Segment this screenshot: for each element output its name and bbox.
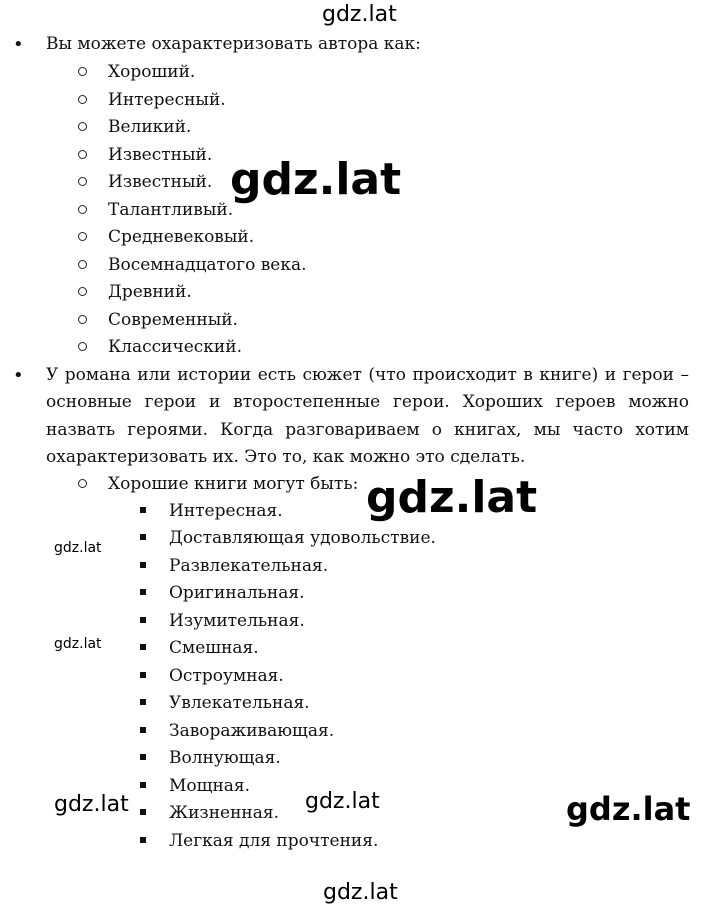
circle-bullet [78, 67, 87, 76]
author-item: Восемнадцатого века. [108, 255, 307, 275]
author-item: Талантливый. [108, 200, 234, 220]
author-intro: Вы можете охарактеризовать автора как: [46, 34, 421, 54]
paragraph-line: У романа или истории есть сюжет (что происходит в книге) и герои – [46, 365, 689, 385]
square-bullet [140, 837, 146, 843]
circle-bullet [78, 150, 87, 159]
square-bullet [140, 562, 146, 568]
watermark-small: gdz.lat [54, 540, 102, 556]
watermark-small: gdz.lat [54, 636, 102, 652]
watermark-bottom-left: gdz.lat [54, 792, 129, 817]
book-item: Мощная. [169, 776, 251, 796]
book-item: Смешная. [169, 638, 259, 658]
square-bullet [140, 534, 146, 540]
square-bullet [140, 782, 146, 788]
circle-bullet [78, 342, 87, 351]
bullet-disc: • [13, 365, 24, 386]
book-item: Остроумная. [169, 666, 284, 686]
author-item: Средневековый. [108, 227, 255, 247]
bullet-disc: • [13, 34, 24, 55]
square-bullet [140, 699, 146, 705]
watermark-large: gdz.lat [230, 154, 402, 205]
book-item: Развлекательная. [169, 556, 329, 576]
circle-bullet [78, 205, 87, 214]
square-bullet [140, 754, 146, 760]
author-item: Классический. [108, 337, 242, 357]
watermark-bottom-right: gdz.lat [566, 790, 691, 828]
paragraph-line: охарактеризовать их. Это то, как можно это сделать. [46, 447, 526, 467]
watermark-footer: gdz.lat [323, 880, 398, 905]
circle-bullet [78, 479, 87, 488]
author-item: Интересный. [108, 90, 226, 110]
circle-bullet [78, 177, 87, 186]
book-item: Увлекательная. [169, 693, 310, 713]
paragraph-line: основные герои и второстепенные герои. Хороших героев можно [46, 392, 689, 412]
square-bullet [140, 809, 146, 815]
book-item: Завораживающая. [169, 721, 335, 741]
watermark-bottom-mid: gdz.lat [305, 789, 380, 814]
book-item: Жизненная. [169, 803, 280, 823]
book-item: Изумительная. [169, 611, 305, 631]
author-item: Известный. [108, 172, 213, 192]
square-bullet [140, 672, 146, 678]
square-bullet [140, 727, 146, 733]
circle-bullet [78, 287, 87, 296]
circle-bullet [78, 315, 87, 324]
square-bullet [140, 507, 146, 513]
author-item: Известный. [108, 145, 213, 165]
watermark-large: gdz.lat [366, 472, 538, 523]
author-item: Современный. [108, 310, 238, 330]
author-item: Великий. [108, 117, 192, 137]
book-item: Легкая для прочтения. [169, 831, 379, 851]
book-item: Волнующая. [169, 748, 281, 768]
square-bullet [140, 644, 146, 650]
author-item: Древний. [108, 282, 192, 302]
square-bullet [140, 617, 146, 623]
watermark-top: gdz.lat [322, 2, 397, 27]
circle-bullet [78, 260, 87, 269]
book-item: Интересная. [169, 501, 283, 521]
circle-bullet [78, 95, 87, 104]
circle-bullet [78, 232, 87, 241]
circle-bullet [78, 122, 87, 131]
square-bullet [140, 589, 146, 595]
paragraph-line: назвать героями. Когда разговариваем о книгах, мы часто хотим [46, 420, 689, 440]
books-intro: Хорошие книги могут быть: [108, 474, 359, 494]
author-item: Хороший. [108, 62, 196, 82]
book-item: Оригинальная. [169, 583, 305, 603]
book-item: Доставляющая удовольствие. [169, 528, 436, 548]
